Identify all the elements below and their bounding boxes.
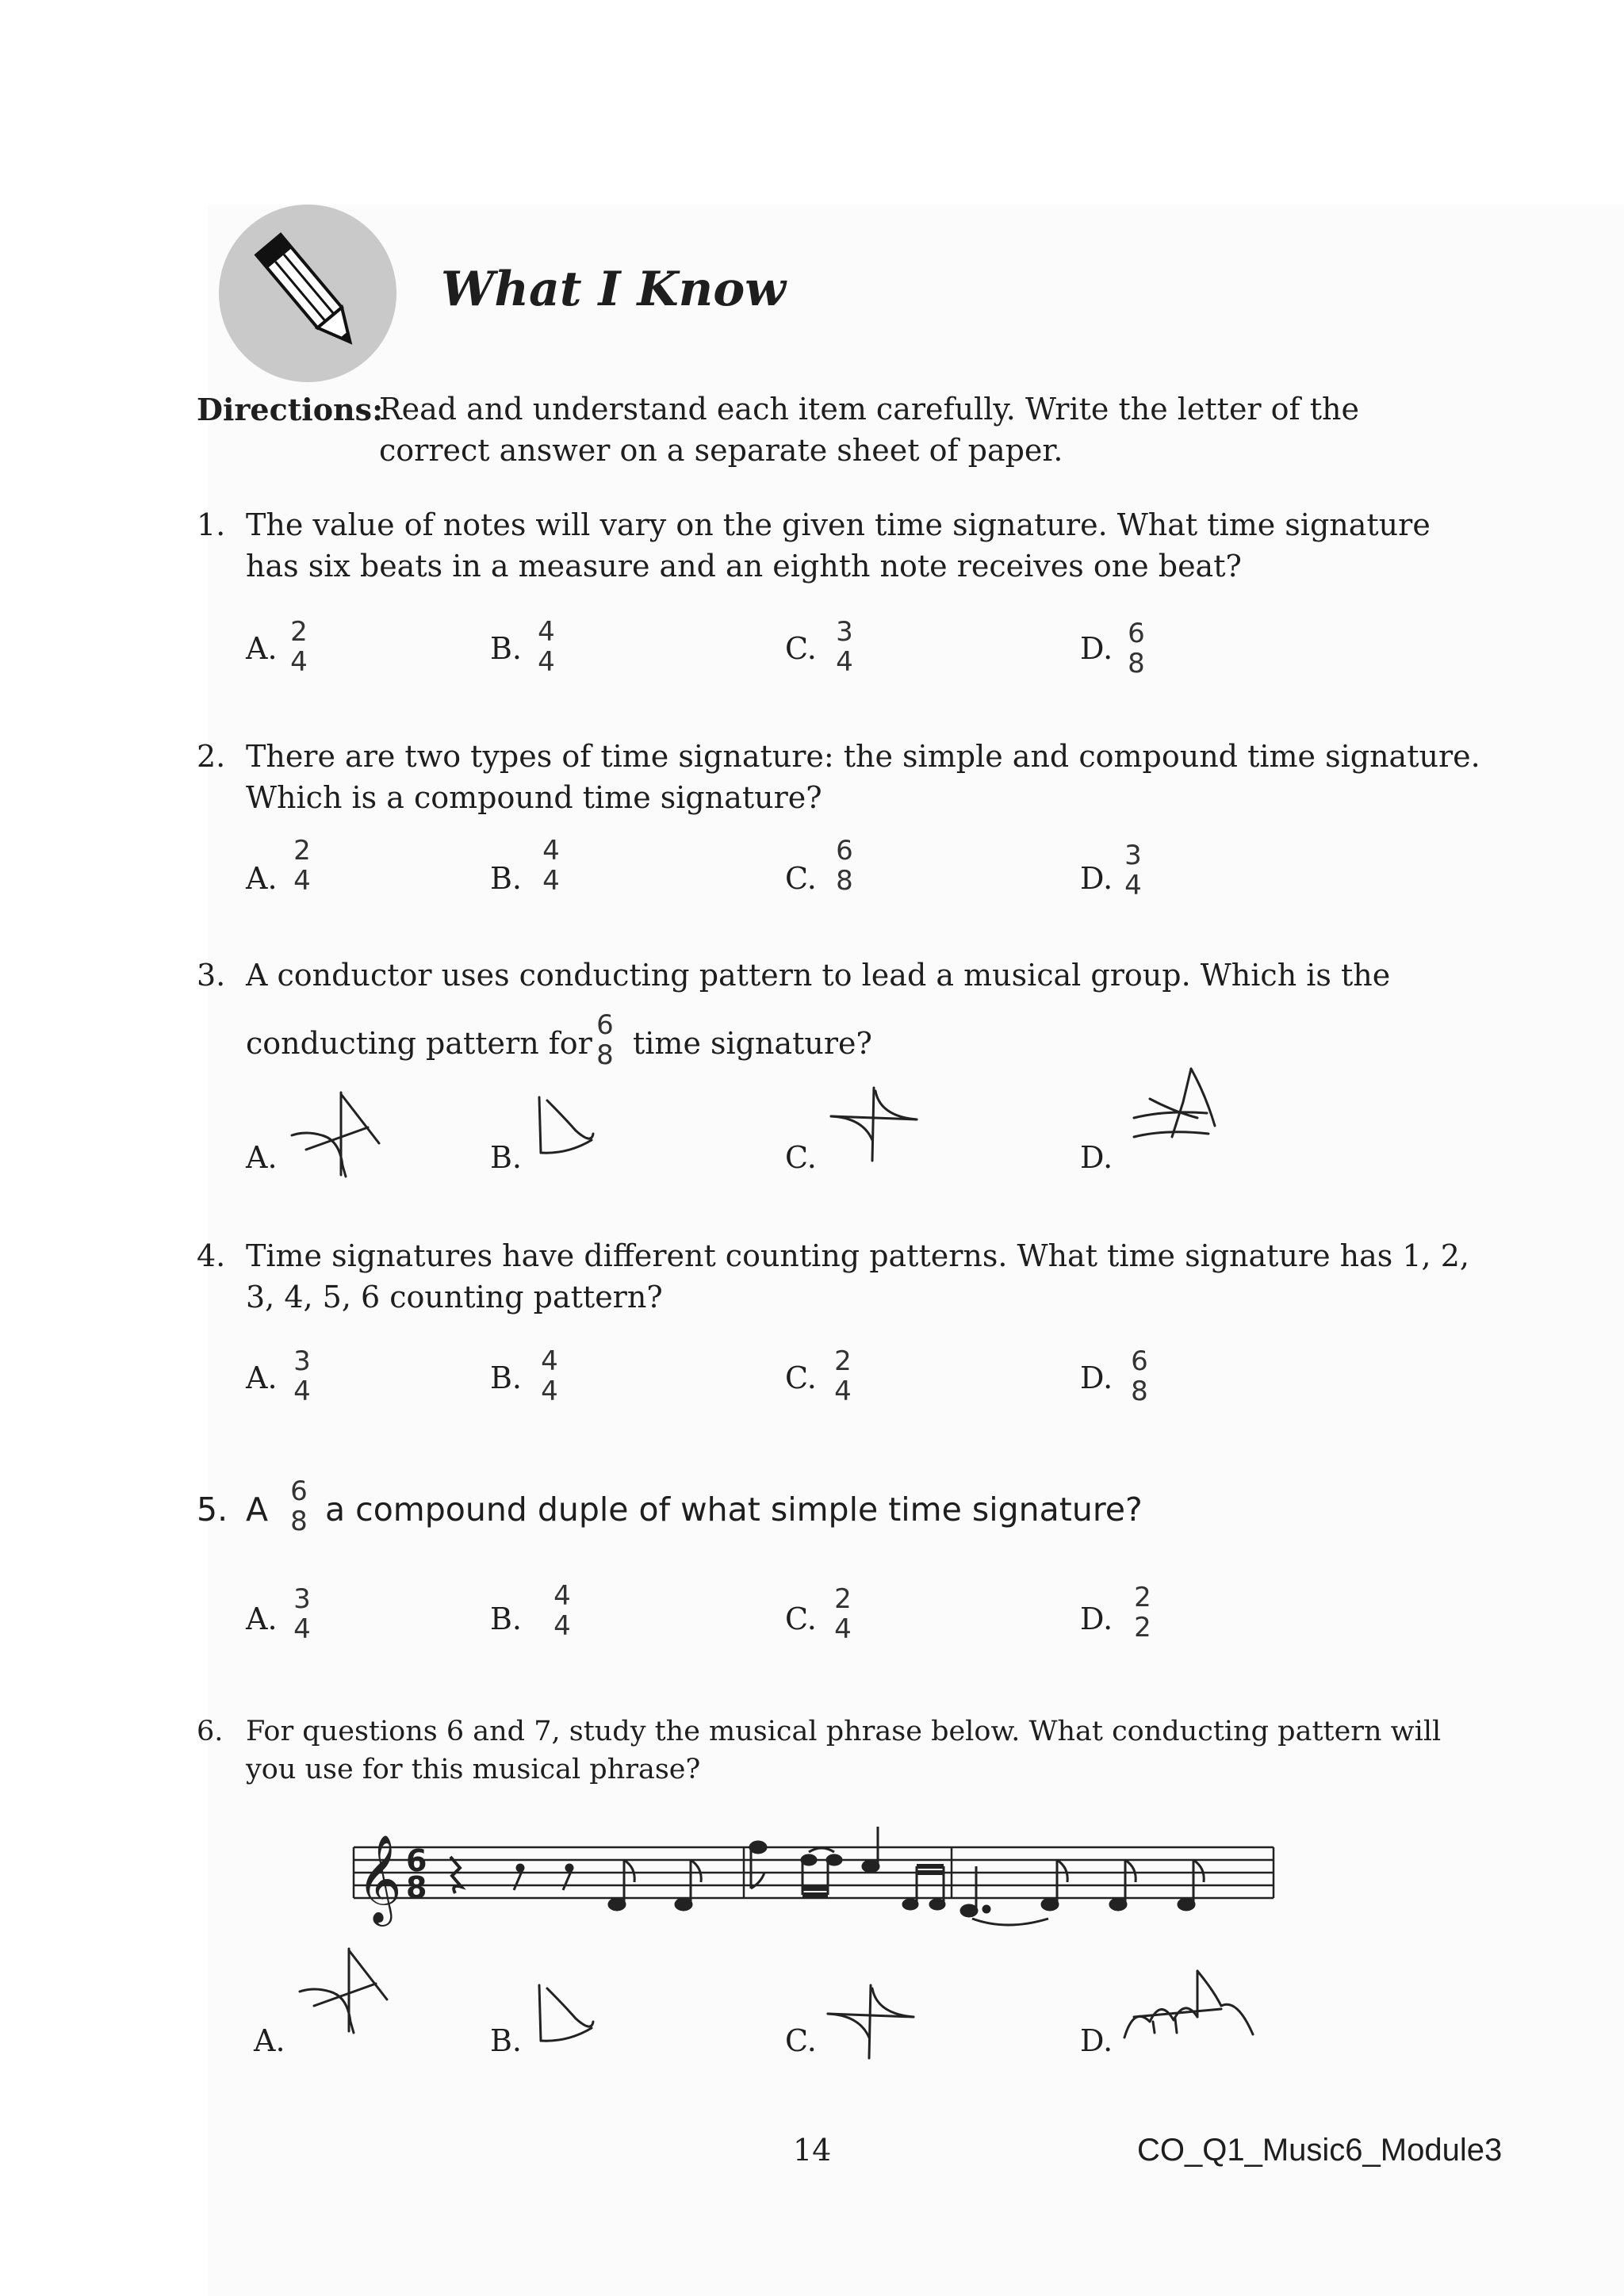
q1-choice-b-letter[interactable]: B.	[490, 631, 523, 666]
q3-choice-b-pattern-icon	[536, 1094, 615, 1158]
q2-choice-b-time-signature: 4 4	[542, 835, 560, 897]
q3-choice-a-pattern-icon	[290, 1086, 385, 1181]
q5-choice-a-time-signature: 3 4	[293, 1583, 311, 1645]
staff-time-signature-bottom: 8	[406, 1870, 427, 1905]
directions-line-2: correct answer on a separate sheet of paper.	[379, 433, 1063, 468]
question-6-number: 6.	[197, 1716, 224, 1747]
q3-choice-d-letter[interactable]: D.	[1080, 1140, 1113, 1175]
directions-label: Directions:	[197, 392, 384, 427]
q2-choice-b-letter[interactable]: B.	[490, 861, 523, 896]
q1-choice-a-letter[interactable]: A.	[246, 631, 278, 666]
staff-time-signature-top: 6	[406, 1843, 427, 1878]
q3-inline-time-signature: 6 8	[596, 1009, 614, 1071]
q1-choice-b-time-signature: 4 4	[538, 616, 555, 678]
q3-choice-c-letter[interactable]: C.	[785, 1140, 817, 1175]
module-code: CO_Q1_Music6_Module3	[1137, 2133, 1503, 2168]
q5-inline-time-signature: 6 8	[290, 1475, 308, 1537]
q6-choice-b-pattern-icon	[536, 1982, 615, 2045]
question-5-prefix: A	[246, 1490, 269, 1529]
q2-choice-a-letter[interactable]: A.	[246, 861, 278, 896]
q2-choice-d-letter[interactable]: D.	[1080, 861, 1113, 896]
q3-choice-b-letter[interactable]: B.	[490, 1140, 523, 1175]
q1-choice-a-time-signature: 2 4	[290, 616, 308, 678]
q1-choice-c-time-signature: 3 4	[836, 616, 853, 678]
directions-line-1: Read and understand each item carefully. Write the letter of the	[379, 392, 1359, 427]
q5-choice-c-time-signature: 2 4	[834, 1583, 852, 1645]
question-5-text: a compound duple of what simple time signature?	[325, 1490, 1143, 1529]
page-number: 14	[793, 2133, 832, 2168]
question-2-number: 2.	[197, 739, 226, 774]
q5-choice-b-time-signature: 4 4	[553, 1580, 571, 1642]
section-title: What I Know	[441, 262, 786, 317]
question-1-text-line-1: The value of notes will vary on the given time signature. What time signature	[246, 507, 1431, 542]
question-1-text-line-2: has six beats in a measure and an eighth note receives one beat?	[246, 549, 1242, 584]
q1-choice-d-letter[interactable]: D.	[1080, 631, 1113, 666]
q5-choice-d-letter[interactable]: D.	[1080, 1601, 1113, 1636]
q5-choice-a-letter[interactable]: A.	[246, 1601, 278, 1636]
question-5-number: 5.	[197, 1490, 228, 1529]
q2-choice-d-time-signature: 3 4	[1124, 840, 1142, 901]
q4-choice-a-time-signature: 3 4	[293, 1345, 311, 1407]
q3-choice-a-letter[interactable]: A.	[246, 1140, 278, 1175]
q4-choice-d-letter[interactable]: D.	[1080, 1360, 1113, 1395]
question-1-number: 1.	[197, 507, 226, 542]
question-2-text-line-2: Which is a compound time signature?	[246, 780, 822, 815]
pencil-icon	[238, 222, 381, 365]
q4-choice-c-time-signature: 2 4	[834, 1345, 852, 1407]
q5-choice-c-letter[interactable]: C.	[785, 1601, 817, 1636]
q1-choice-c-letter[interactable]: C.	[785, 631, 817, 666]
q4-choice-a-letter[interactable]: A.	[246, 1360, 278, 1395]
q6-choice-b-letter[interactable]: B.	[490, 2023, 523, 2058]
q6-choice-c-pattern-icon	[825, 1982, 920, 2061]
question-4-text-line-1: Time signatures have different counting patterns. What time signature has 1, 2,	[246, 1238, 1469, 1273]
question-2-text-line-1: There are two types of time signature: the simple and compound time signature.	[246, 739, 1480, 774]
q5-choice-b-letter[interactable]: B.	[490, 1601, 523, 1636]
q6-choice-d-letter[interactable]: D.	[1080, 2023, 1113, 2058]
q6-choice-d-pattern-icon	[1118, 1966, 1261, 2045]
q2-choice-c-time-signature: 6 8	[836, 835, 853, 897]
question-6-text-line-1: For questions 6 and 7, study the musical phrase below. What conducting pattern will	[246, 1716, 1442, 1747]
q4-choice-c-letter[interactable]: C.	[785, 1360, 817, 1395]
question-3-text-line-1: A conductor uses conducting pattern to lead a musical group. Which is the	[246, 958, 1391, 993]
question-3-text-line-2-prefix: conducting pattern for	[246, 1026, 592, 1061]
q3-choice-d-pattern-icon	[1126, 1062, 1221, 1158]
q4-choice-b-time-signature: 4 4	[541, 1345, 558, 1407]
musical-phrase-staff	[349, 1816, 1285, 1934]
question-4-text-line-2: 3, 4, 5, 6 counting pattern?	[246, 1280, 663, 1314]
q5-choice-d-time-signature: 2 2	[1134, 1582, 1151, 1644]
q4-choice-d-time-signature: 6 8	[1131, 1345, 1148, 1407]
q6-choice-c-letter[interactable]: C.	[785, 2023, 817, 2058]
q6-choice-a-letter[interactable]: A.	[254, 2023, 285, 2058]
q3-choice-c-pattern-icon	[828, 1085, 923, 1164]
q6-choice-a-pattern-icon	[298, 1942, 393, 2038]
q2-choice-c-letter[interactable]: C.	[785, 861, 817, 896]
q2-choice-a-time-signature: 2 4	[293, 835, 311, 897]
question-6-text-line-2: you use for this musical phrase?	[246, 1754, 701, 1785]
q4-choice-b-letter[interactable]: B.	[490, 1360, 523, 1395]
question-4-number: 4.	[197, 1238, 226, 1273]
question-3-text-line-2-suffix: time signature?	[633, 1026, 872, 1061]
question-3-number: 3.	[197, 958, 226, 993]
svg-text:𝄞: 𝄞	[357, 1834, 402, 1923]
q1-choice-d-time-signature: 6 8	[1128, 618, 1145, 679]
